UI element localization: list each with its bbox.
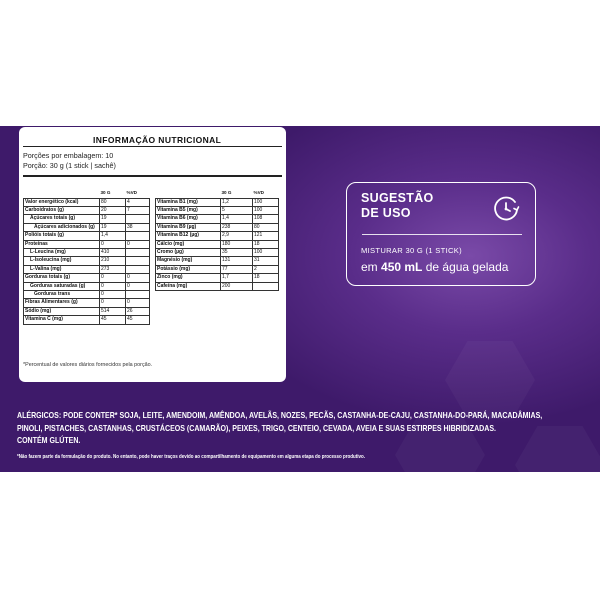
nutrient-dv: 80 (253, 223, 279, 231)
nutrient-dv (126, 232, 150, 240)
nutrient-name: Magnésio (mg) (156, 257, 221, 265)
allergen-line: ALÉRGICOS: PODE CONTER* SOJA, LEITE, AMENDOIM, AMÊNDOA, AVELÃS, NOZES, PECÃS, CASTANHA-DE-CAJU, CASTANHA-DO-PARÁ, MACADÂMIAS, (17, 411, 543, 420)
table-header-row (24, 187, 150, 198)
nutrient-amount: 77 (221, 265, 253, 273)
nutrient-name: Sódio (mg) (24, 307, 100, 315)
table-row (24, 257, 150, 265)
nutrient-dv (126, 290, 150, 298)
table-row (156, 206, 279, 214)
header-dv: %VD (126, 187, 150, 198)
nutrient-dv: 0 (126, 282, 150, 290)
allergen-line: PINOLI, PISTACHES, CASTANHAS, CRUSTÁCEOS (CAMARÃO), PEIXES, TRIGO, CENTEIO, CEVADA, AVEIA E SUAS ESTIRPES HIBRIDIZADAS. (17, 423, 496, 433)
nutrient-amount: 1,4 (221, 215, 253, 223)
table-row (24, 316, 150, 324)
nutrient-name: Açúcares adicionados (g) (24, 223, 100, 231)
divider (362, 234, 522, 235)
allergen-line: CONTÉM GLÚTEN. (17, 436, 81, 445)
table-row (24, 223, 150, 231)
nutrient-name: Proteínas (24, 240, 100, 248)
nutrition-table-left (23, 187, 150, 325)
table-header-row (156, 187, 279, 198)
table-row (24, 290, 150, 298)
divider (23, 175, 282, 177)
nutrient-name: Polióis totais (g) (24, 232, 100, 240)
nutrient-amount: 0 (100, 282, 126, 290)
nutrient-name: Valor energético (kcal) (24, 198, 100, 206)
nutrient-amount: 20 (100, 206, 126, 214)
nutrient-dv: 100 (253, 198, 279, 206)
header-dv: %VD (253, 187, 279, 198)
nutrient-dv: 100 (253, 206, 279, 214)
nutrient-amount: 2,9 (221, 232, 253, 240)
header-amount: 30 G (100, 187, 126, 198)
table-row (24, 282, 150, 290)
nutrient-amount: 0 (100, 290, 126, 298)
nutrient-amount: 5 (221, 206, 253, 214)
nutrient-name: Vitamina C (mg) (24, 316, 100, 324)
allergen-disclaimer: *Não fazem parte da formulação do produto. No entanto, pode haver traços devido ao compartilhamento de equipamento em alguma etapa do processo produtivo. (17, 454, 366, 460)
table-row (24, 198, 150, 206)
nutrient-name: L-Leucina (mg) (24, 248, 100, 256)
nutrient-name: Fibras Alimentares (g) (24, 299, 100, 307)
nutrient-name: Açúcares totais (g) (24, 215, 100, 223)
table-row (156, 274, 279, 282)
nutrient-dv: 0 (126, 240, 150, 248)
nutrition-title: INFORMAÇÃO NUTRICIONAL (93, 135, 222, 145)
header-amount: 30 G (221, 187, 253, 198)
nutrient-amount: 180 (221, 240, 253, 248)
nutrient-name: L-Isoleucina (mg) (24, 257, 100, 265)
nutrient-amount: 1,7 (221, 274, 253, 282)
nutrient-name: L-Valina (mg) (24, 265, 100, 273)
nutrient-amount: 200 (221, 282, 253, 290)
nutrient-amount: 0 (100, 274, 126, 282)
nutrient-amount: 514 (100, 307, 126, 315)
allergen-warning (17, 410, 585, 448)
nutrient-dv (126, 265, 150, 273)
nutrient-name: Cálcio (mg) (156, 240, 221, 248)
nutrient-dv: 31 (253, 257, 279, 265)
nutrient-name: Vitamina B6 (mg) (156, 215, 221, 223)
nutrient-dv: 108 (253, 215, 279, 223)
table-row (24, 215, 150, 223)
nutrition-footnote: *Percentual de valores diários fornecidos pela porção. (23, 362, 153, 368)
table-row (156, 240, 279, 248)
nutrient-name: Cromo (µg) (156, 248, 221, 256)
divider (23, 146, 282, 147)
table-row (156, 223, 279, 231)
nutrient-amount: 238 (221, 223, 253, 231)
nutrient-dv (126, 215, 150, 223)
table-row (24, 206, 150, 214)
table-row (156, 282, 279, 290)
table-row (24, 265, 150, 273)
nutrient-name: Potássio (mg) (156, 265, 221, 273)
table-row (156, 265, 279, 273)
servings-per-package: Porções por embalagem: 10 (23, 151, 114, 160)
table-row (156, 215, 279, 223)
nutrient-dv (126, 248, 150, 256)
water-amount: 450 mL (381, 260, 423, 274)
water-prefix: em (361, 260, 382, 274)
table-row (156, 248, 279, 256)
nutrient-dv (253, 282, 279, 290)
nutrient-amount: 0 (100, 299, 126, 307)
nutrient-amount: 1,4 (100, 232, 126, 240)
nutrient-dv: 7 (126, 206, 150, 214)
nutrient-amount: 45 (100, 316, 126, 324)
nutrient-amount: 19 (100, 223, 126, 231)
nutrient-name: Gorduras trans (24, 290, 100, 298)
nutrient-name: Vitamina B12 (µg) (156, 232, 221, 240)
nutrient-amount: 35 (221, 248, 253, 256)
nutrient-amount: 273 (100, 265, 126, 273)
nutrient-name: Gorduras saturadas (g) (24, 282, 100, 290)
table-row (24, 240, 150, 248)
nutrient-dv: 4 (126, 198, 150, 206)
nutrient-dv: 2 (253, 265, 279, 273)
water-suffix: de água gelada (422, 260, 509, 274)
header-blank (156, 187, 221, 198)
table-row (24, 274, 150, 282)
nutrient-amount: 410 (100, 248, 126, 256)
nutrient-dv: 100 (253, 248, 279, 256)
nutrient-name: Zinco (mg) (156, 274, 221, 282)
nutrient-dv: 38 (126, 223, 150, 231)
table-row (24, 232, 150, 240)
nutrient-name: Vitamina B1 (mg) (156, 198, 221, 206)
nutrient-dv: 18 (253, 274, 279, 282)
nutrient-amount: 1,2 (221, 198, 253, 206)
table-row (156, 257, 279, 265)
nutrient-dv: 121 (253, 232, 279, 240)
nutrient-name: Gorduras totais (g) (24, 274, 100, 282)
nutrient-name: Vitamina B5 (mg) (156, 206, 221, 214)
header-blank (24, 187, 100, 198)
nutrient-amount: 131 (221, 257, 253, 265)
nutrient-dv: 45 (126, 316, 150, 324)
water-instruction (361, 260, 508, 274)
stopwatch-icon (491, 193, 521, 223)
nutrient-name: Vitamina B9 (µg) (156, 223, 221, 231)
nutrient-dv: 26 (126, 307, 150, 315)
table-row (24, 248, 150, 256)
table-row (156, 198, 279, 206)
mix-instruction: MISTURAR 30 G (1 STICK) (361, 246, 462, 255)
table-row (24, 299, 150, 307)
nutrient-dv: 0 (126, 299, 150, 307)
usage-suggestion-title: SUGESTÃO DE USO (361, 191, 434, 220)
hexagon-decoration (445, 341, 535, 419)
nutrient-dv: 18 (253, 240, 279, 248)
nutrient-amount: 19 (100, 215, 126, 223)
nutrient-name: Carboidratos (g) (24, 206, 100, 214)
nutrient-amount: 0 (100, 240, 126, 248)
nutrient-name: Cafeína (mg) (156, 282, 221, 290)
nutrient-dv (126, 257, 150, 265)
nutrient-dv: 0 (126, 274, 150, 282)
nutrition-table-right (155, 187, 279, 291)
table-row (156, 232, 279, 240)
serving-size: Porção: 30 g (1 stick | sachê) (23, 161, 116, 170)
nutrient-amount: 80 (100, 198, 126, 206)
table-row (24, 307, 150, 315)
nutrient-amount: 210 (100, 257, 126, 265)
